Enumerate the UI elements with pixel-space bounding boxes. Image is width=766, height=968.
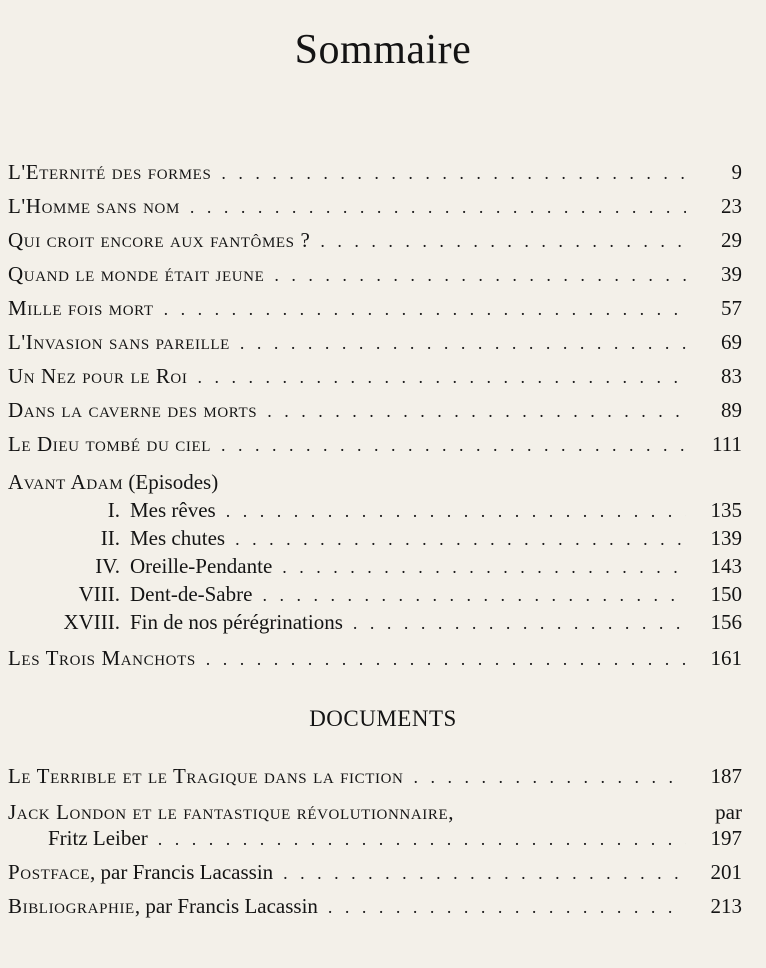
- chapter-numeral: II.: [100, 526, 120, 550]
- chapter-numeral: I.: [107, 498, 120, 522]
- entry-page: 187: [710, 764, 742, 788]
- entry-title-rest: , par Francis Lacassin: [90, 860, 274, 884]
- entry-title: Qui croit encore aux fantômes ?: [8, 228, 311, 252]
- leader-dots: [353, 613, 686, 634]
- toc-entry: [8, 432, 742, 462]
- toc-entry: [8, 160, 742, 190]
- chapter-title: Dent-de-Sabre: [130, 582, 253, 606]
- leader-dots: [274, 265, 686, 286]
- section-heading: DOCUMENTS: [309, 706, 457, 731]
- entry-title: Les Trois Manchots: [8, 646, 196, 670]
- toc-chapter: [8, 526, 742, 556]
- entry-title: L'Eternité des formes: [8, 160, 212, 184]
- leader-dots: [221, 435, 686, 456]
- toc-entry: [8, 364, 742, 394]
- entry-page: 156: [710, 610, 742, 634]
- entry-page: 39: [721, 262, 742, 286]
- entry-page: 69: [721, 330, 742, 354]
- entry-title: Dans la caverne des morts: [8, 398, 258, 422]
- entry-title: Postface: [8, 860, 91, 884]
- toc-entry: [8, 228, 742, 258]
- toc-entry: [8, 296, 742, 326]
- entry-page: 29: [721, 228, 742, 252]
- entry-page: 201: [710, 860, 742, 884]
- entry-title: Jack London et le fantastique révolutionnaire,: [8, 800, 455, 824]
- leader-dots: [221, 163, 686, 184]
- leader-dots: [206, 649, 686, 670]
- entry-page: 9: [731, 160, 742, 184]
- toc-entry: [8, 262, 742, 292]
- leader-dots: [226, 501, 686, 522]
- toc-entry: [8, 860, 742, 890]
- entry-page: 111: [712, 432, 742, 456]
- toc-chapter: [8, 582, 742, 612]
- entry-page: 83: [721, 364, 742, 388]
- leader-dots: [262, 585, 686, 606]
- entry-page: 139: [710, 526, 742, 550]
- leader-dots: [282, 557, 686, 578]
- chapter-title: Mes rêves: [130, 498, 216, 522]
- leader-dots: [320, 231, 686, 252]
- entry-title: Un Nez pour le Roi: [8, 364, 188, 388]
- chapter-title: Fin de nos pérégrinations: [130, 610, 343, 634]
- entry-title: L'Invasion sans pareille: [8, 330, 230, 354]
- entry-page: 135: [710, 498, 742, 522]
- toc-entry-line1: [8, 800, 742, 825]
- entry-page: 150: [710, 582, 742, 606]
- leader-dots: [235, 529, 686, 550]
- leader-dots: [197, 367, 686, 388]
- entry-page: 143: [710, 554, 742, 578]
- entry-title: Le Dieu tombé du ciel: [8, 432, 211, 456]
- toc-entry: [8, 894, 742, 924]
- leader-dots: [190, 197, 686, 218]
- toc-chapter: [8, 554, 742, 584]
- entry-title: L'Homme sans nom: [8, 194, 180, 218]
- entry-page: 89: [721, 398, 742, 422]
- entry-author: Fritz Leiber: [48, 826, 148, 850]
- chapter-title: Mes chutes: [130, 526, 226, 550]
- entry-title: Mille fois mort: [8, 296, 154, 320]
- chapter-numeral: IV.: [95, 554, 120, 578]
- toc-chapter: [8, 610, 742, 640]
- group-title: Avant Adam: [8, 470, 124, 494]
- leader-dots: [413, 767, 686, 788]
- toc-entry: [8, 764, 742, 794]
- chapter-numeral: XVIII.: [63, 610, 120, 634]
- leader-dots: [164, 299, 686, 320]
- group-subtitle: (Episodes): [128, 470, 219, 494]
- toc-chapter: [8, 498, 742, 528]
- entry-page: 57: [721, 296, 742, 320]
- toc-entry-line2: [48, 826, 742, 856]
- entry-title-suffix: par: [715, 800, 742, 824]
- leader-dots: [328, 897, 686, 918]
- toc-entry: [8, 194, 742, 224]
- chapter-numeral: VIII.: [78, 582, 120, 606]
- leader-dots: [158, 829, 686, 850]
- entry-page: 197: [710, 826, 742, 850]
- entry-title: Quand le monde était jeune: [8, 262, 265, 286]
- page-title: Sommaire: [294, 27, 472, 73]
- entry-page: 213: [710, 894, 742, 918]
- toc-entry: [8, 398, 742, 428]
- leader-dots: [283, 863, 686, 884]
- entry-title: Le Terrible et le Tragique dans la fiction: [8, 764, 404, 788]
- chapter-title: Oreille-Pendante: [130, 554, 273, 578]
- leader-dots: [240, 333, 686, 354]
- entry-title-rest: , par Francis Lacassin: [134, 894, 318, 918]
- entry-page: 161: [710, 646, 742, 670]
- toc-group-heading: [8, 470, 218, 495]
- toc-entry: [8, 646, 742, 676]
- entry-page: 23: [721, 194, 742, 218]
- leader-dots: [267, 401, 686, 422]
- entry-title: Bibliographie: [8, 894, 135, 918]
- toc-entry: [8, 330, 742, 360]
